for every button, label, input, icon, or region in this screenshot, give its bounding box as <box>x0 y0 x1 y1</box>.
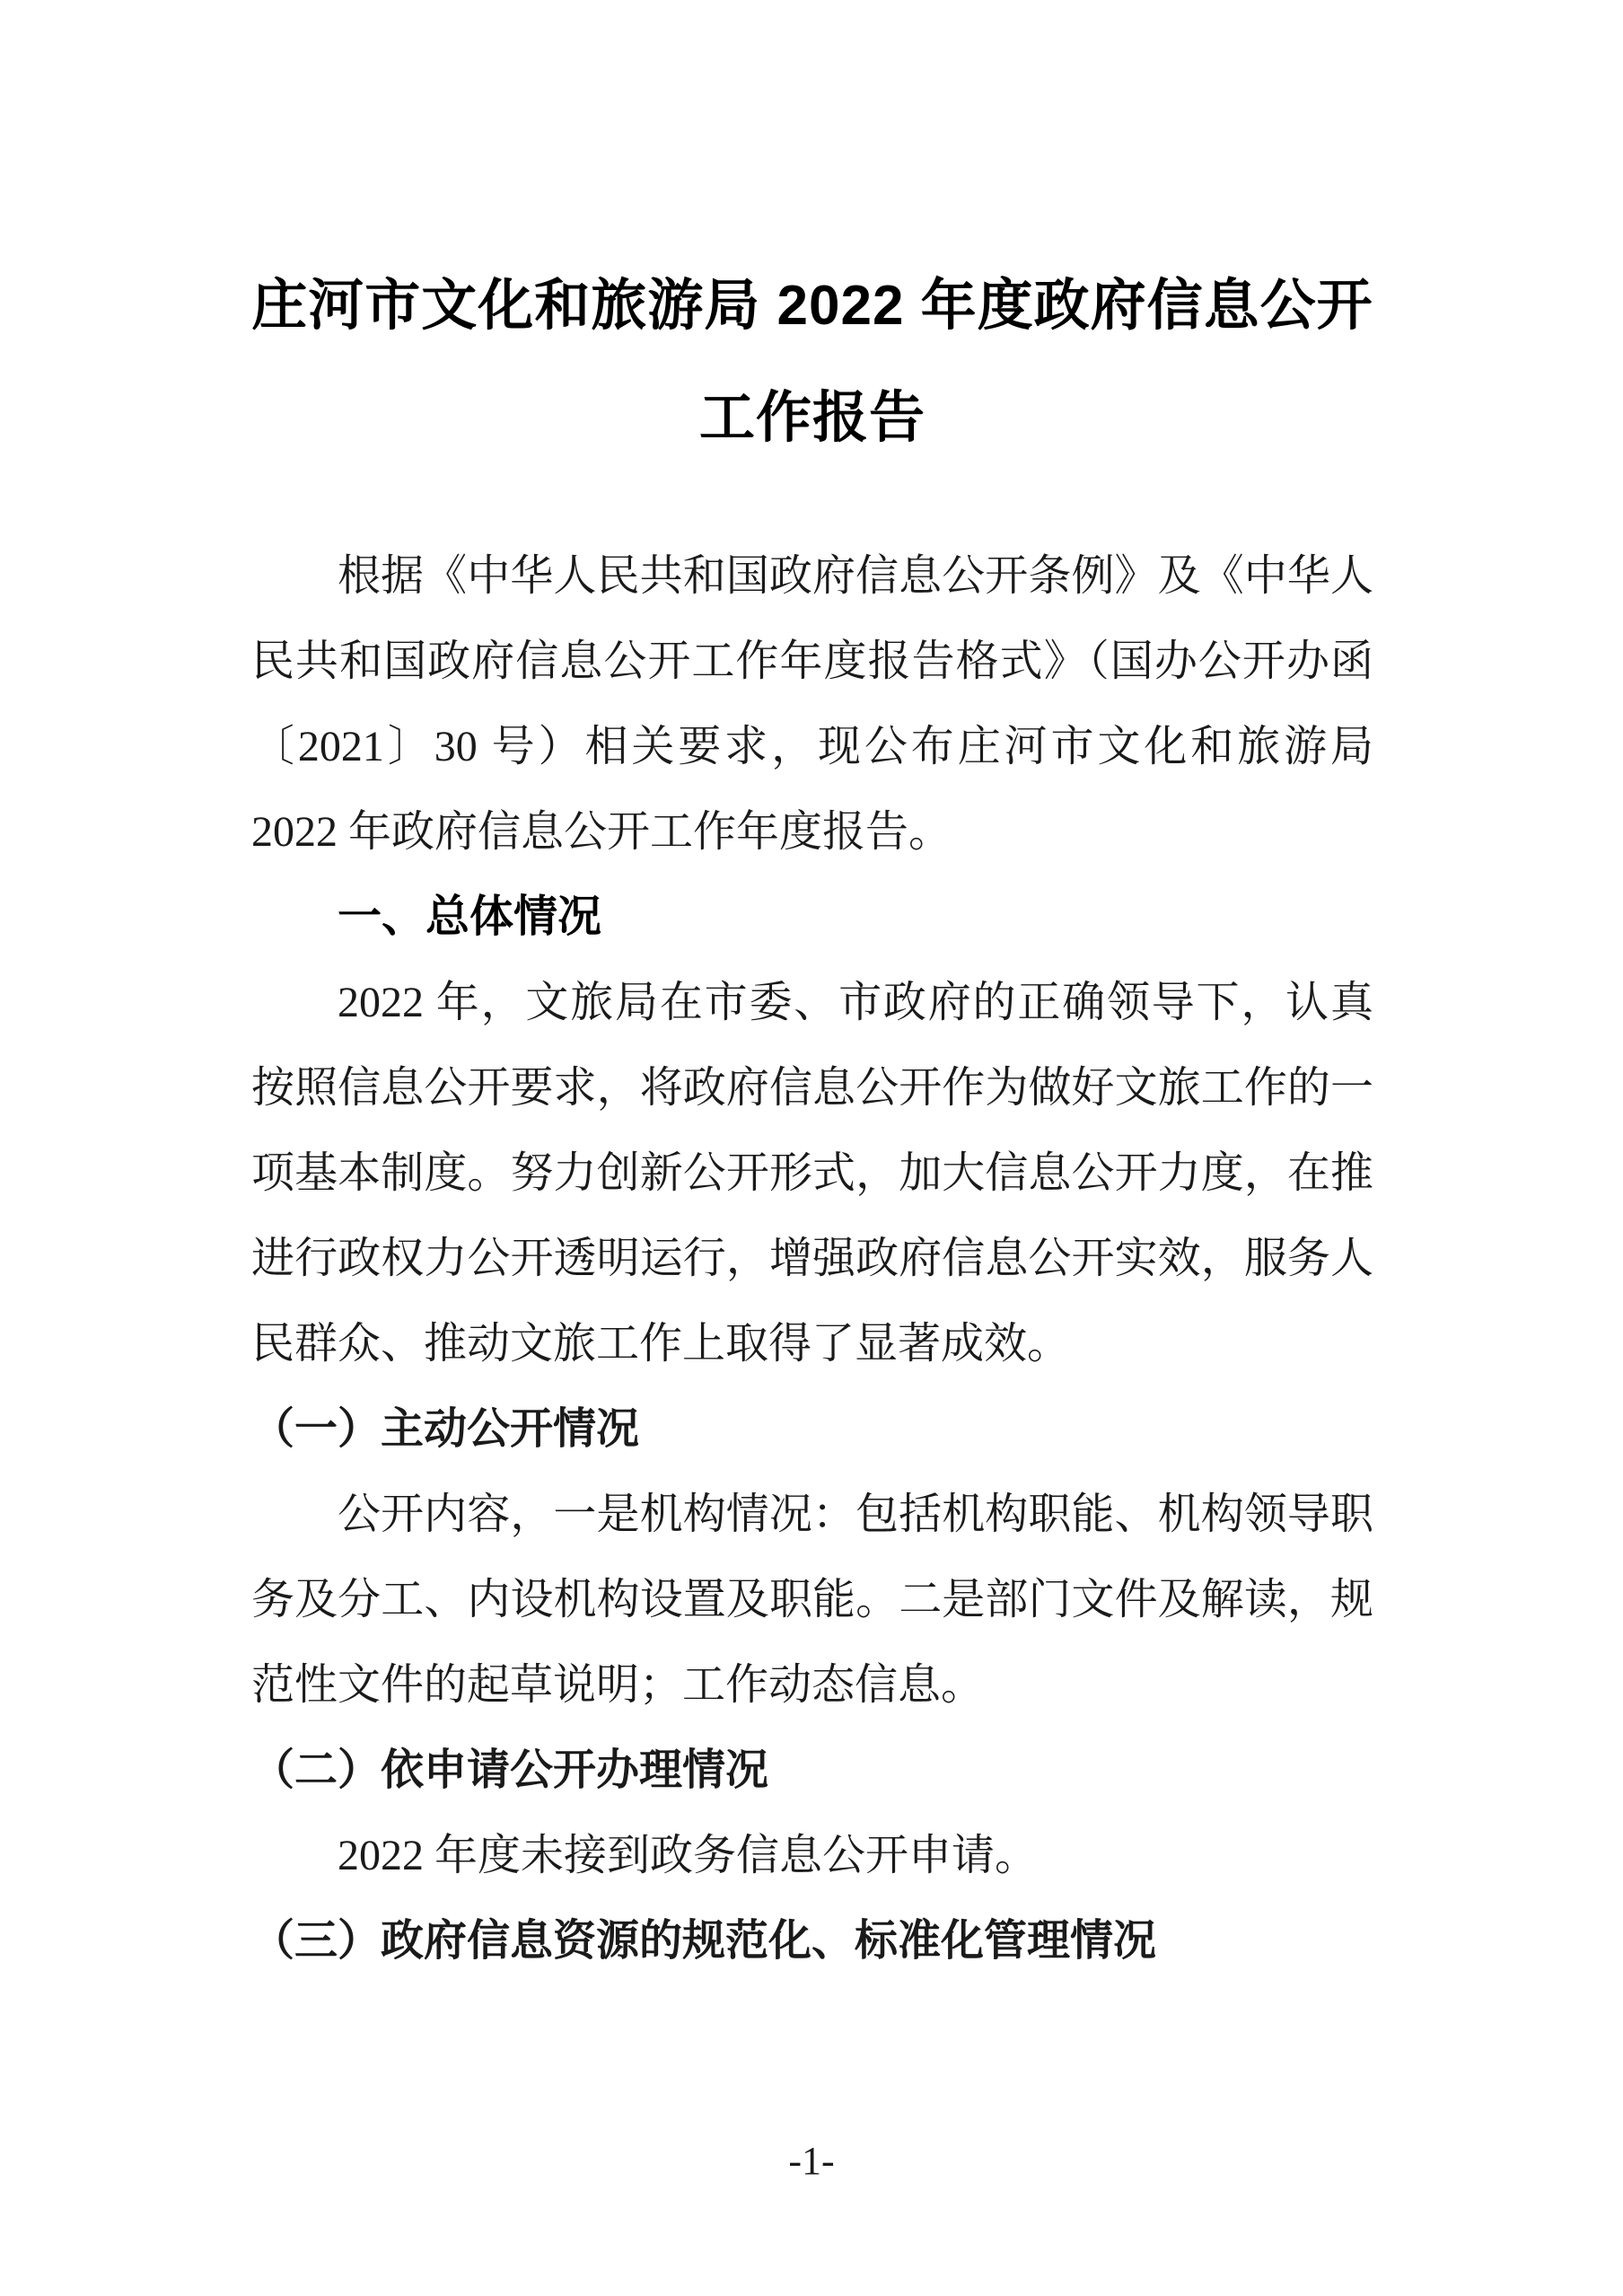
intro-paragraph: 根据《中华人民共和国政府信息公开条例》及《中华人民共和国政府信息公开工作年度报告格式》（国办公开办函〔2021〕30 号）相关要求，现公布庄河市文化和旅游局 2022 年政府信息公开工作年度报告。 <box>251 552 1373 856</box>
document-title: 庄河市文化和旅游局 2022 年度政府信息公开工作报告 <box>251 275 1373 449</box>
document-content <box>251 0 1373 1984</box>
subsection-1-paragraph: 公开内容，一是机构情况：包括机构职能、机构领导职务及分工、内设机构设置及职能。二是部门文件及解读，规范性文件的起草说明；工作动态信息。 <box>251 1491 1373 1709</box>
subsection-3-heading: （三）政府信息资源的规范化、标准化管理情况 <box>251 1917 1157 1965</box>
section-1-heading: 一、总体情况 <box>338 893 602 941</box>
subsection-1-heading: （一）主动公开情况 <box>251 1405 640 1453</box>
page-number: -1- <box>788 2139 835 2183</box>
subsection-2-heading: （二）依申请公开办理情况 <box>251 1746 769 1794</box>
section-1-paragraph: 2022 年，文旅局在市委、市政府的正确领导下，认真按照信息公开要求，将政府信息公开作为做好文旅工作的一项基本制度。努力创新公开形式，加大信息公开力度，在推进行政权力公开透明运行，增强政府信息公开实效，服务人民群众、推动文旅工作上取得了显著成效。 <box>251 979 1373 1368</box>
subsection-2-paragraph: 2022 年度未接到政务信息公开申请。 <box>338 1832 1039 1879</box>
